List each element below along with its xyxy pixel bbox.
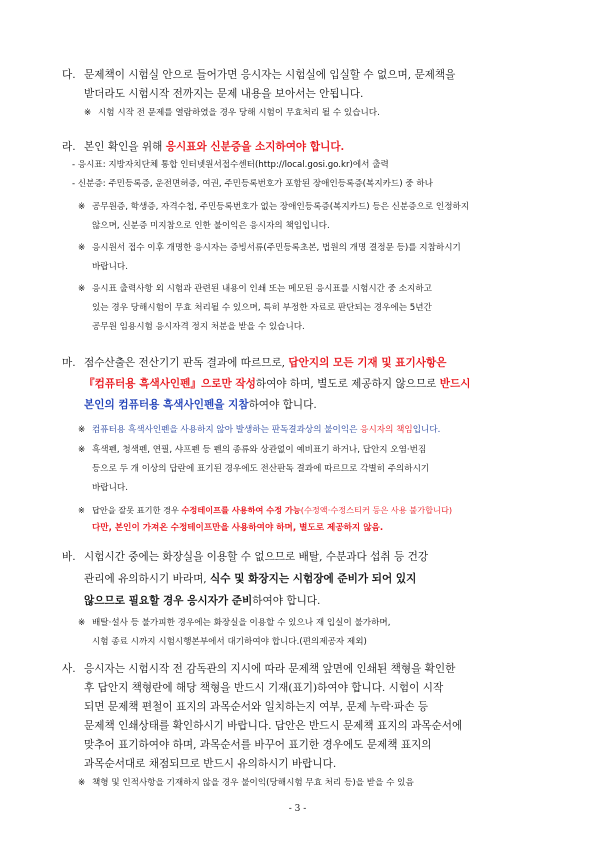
- note-text: 바랍니다.: [92, 483, 128, 493]
- note-mark: ※: [78, 243, 86, 253]
- note-mark: ※: [78, 284, 86, 294]
- note-text: 책형 및 인적사항을 기재하지 않을 경우 불이익(당해시험 무효 처리 등)을 받을 수 있음: [92, 778, 414, 788]
- note-text: 컴퓨터용 흑색사인펜을 사용하지 않아 발생하는 판독결과상의 불이익은: [92, 425, 361, 435]
- section-ba: [62, 548, 562, 650]
- emphasis-text: 본인의 컴퓨터용 흑색사인펜을 지참: [84, 399, 249, 411]
- note-mark: ※: [78, 778, 86, 788]
- section-text: 관리에 유의하시기 바라며,: [84, 573, 211, 585]
- section-label: 라.: [62, 141, 76, 153]
- note-emphasis: 수정테이프를 사용하여 수정 가능: [181, 505, 301, 515]
- section-text: 되면 문제책 편철이 표지의 과목순서와 일치하는지 여부, 문제 누락·파손 등: [84, 701, 429, 713]
- section-text: 과목순서대로 채점되므로 반드시 유의하시기 바랍니다.: [84, 758, 337, 770]
- note-text: 답안을 잘못 표기한 경우: [92, 505, 182, 515]
- section-label: 사.: [62, 663, 76, 675]
- section-text: 맞추어 표기하여야 하며, 과목순서를 바꾸어 표기한 경우에도 문제책 표지의: [84, 739, 432, 751]
- section-text: 하여야 하며, 별도로 제공하지 않으므로: [255, 378, 440, 390]
- section-ma: [62, 354, 562, 536]
- note-text: 입니다.: [412, 425, 441, 435]
- section-text: 하여야 합니다.: [252, 595, 321, 607]
- note-mark: ※: [78, 202, 86, 212]
- emphasis-text: 않으므로 필요할 경우 응시자가 준비: [84, 595, 253, 607]
- note-mark: ※: [84, 108, 92, 118]
- section-sa: [62, 660, 562, 791]
- section-text: 응시자는 시험시작 전 감독관의 지시에 따라 문제책 앞면에 인쇄된 책형을 확인한: [84, 663, 456, 675]
- note-text: 시험 시작 전 문제를 열람하였을 경우 당해 시험이 무효처리 될 수 있습니다.: [98, 108, 380, 118]
- note-text: 배탈·설사 등 불가피한 경우에는 화장실을 이용할 수 있으나 재 입실이 불가하며,: [92, 618, 391, 628]
- note-text: 공무원증, 학생증, 자격수첩, 주민등록번호가 없는 장애인등록증(복지카드) 등은 신분증으로 인정하지: [92, 202, 470, 212]
- note-mark: ※: [78, 618, 86, 628]
- section-text: 본인 확인을 위해: [84, 141, 166, 153]
- note-emphasis: 다만, 본인이 가져온 수정테이프만을 사용하여야 하며, 별도로 제공하지 않음.: [92, 523, 384, 533]
- section-text: 받더라도 시험시작 전까지는 문제 내용을 보아서는 안됩니다.: [84, 88, 364, 100]
- note-text: 시험 종료 시까지 시험시행본부에서 대기하여야 합니다.(편의제공자 제외): [92, 637, 367, 647]
- note-text: 흑색펜, 청색펜, 연필, 샤프펜 등 펜의 종류와 상관없이 예비표기 하거나, 답안지 오염·번짐: [92, 445, 427, 455]
- note-mark: ※: [78, 445, 86, 455]
- section-text: 하여야 합니다.: [248, 399, 317, 411]
- note-text: 않으며, 신분증 미지참으로 인한 불이익은 응시자의 책임입니다.: [92, 221, 330, 231]
- note-text: 등으로 두 개 이상의 답란에 표기된 경우에도 전산판독 결과에 따르므로 각별히 주의하시기: [92, 464, 430, 474]
- note-text: 바랍니다.: [92, 262, 128, 272]
- emphasis-text: 응시표와 신분증을 소지하여야 합니다.: [165, 141, 345, 153]
- note-text: 응시원서 접수 이후 개명한 응시자는 증빙서류(주민등록초본, 법원의 개명 결정문 등)를 지참하시기: [92, 243, 461, 253]
- note-text: 있는 경우 당해시험이 무효 처리될 수 있으며, 특히 부정한 자료로 판단되는 경우에는 5년간: [92, 303, 432, 313]
- note-text: (수정액·수정스티커 등은 사용 불가합니다): [300, 505, 453, 515]
- emphasis-text: 식수 및 화장지는 시험장에 준비가 되어 있지: [210, 573, 417, 585]
- section-text: 문제책 인쇄상태를 확인하시기 바랍니다. 답안은 반드시 문제책 표지의 과목순서에: [84, 720, 463, 732]
- section-label: 다.: [62, 69, 76, 81]
- page-number: - 3 -: [288, 804, 307, 814]
- note-text: 공무원 임용시험 응시자격 정지 처분을 받을 수 있습니다.: [92, 322, 305, 332]
- section-text: 시험시간 중에는 화장실을 이용할 수 없으므로 배탈, 수분과다 섭취 등 건강: [84, 551, 429, 563]
- section-da: [62, 66, 562, 121]
- bullet-item: - 응시표: 지방자치단체 통합 인터넷원서접수센터(http://local.gosi.go.kr)에서 출력: [72, 160, 389, 170]
- section-label: 바.: [62, 551, 76, 563]
- emphasis-text: 『컴퓨터용 흑색사인펜』으로만 작성: [84, 378, 256, 390]
- note-text: 응시표 출력사항 외 시험과 관련된 내용이 인쇄 또는 메모된 응시표를 시험시간 중 소지하고: [92, 284, 432, 294]
- emphasis-text: 답안지의 모든 기재 및 표기사항은: [288, 357, 447, 369]
- note-mark: ※: [78, 425, 86, 435]
- note-mark: ※: [78, 505, 85, 515]
- section-label: 마.: [62, 357, 76, 369]
- bullet-item: - 신분증: 주민등록증, 운전면허증, 여권, 주민등록번호가 포함된 장애인등록증(복지카드) 중 하나: [72, 179, 433, 189]
- note-emphasis: 응시자의 책임: [360, 425, 413, 435]
- emphasis-text: 반드시: [439, 378, 471, 390]
- section-text: 점수산출은 전산기기 판독 결과에 따르므로,: [84, 357, 289, 369]
- section-text: 문제책이 시험실 안으로 들어가면 응시자는 시험실에 입실할 수 없으며, 문제책을: [84, 69, 456, 81]
- section-ra: [62, 138, 562, 335]
- section-text: 후 답안지 책형란에 해당 책형을 반드시 기재(표기)하여야 합니다. 시험이 시작: [84, 682, 444, 694]
